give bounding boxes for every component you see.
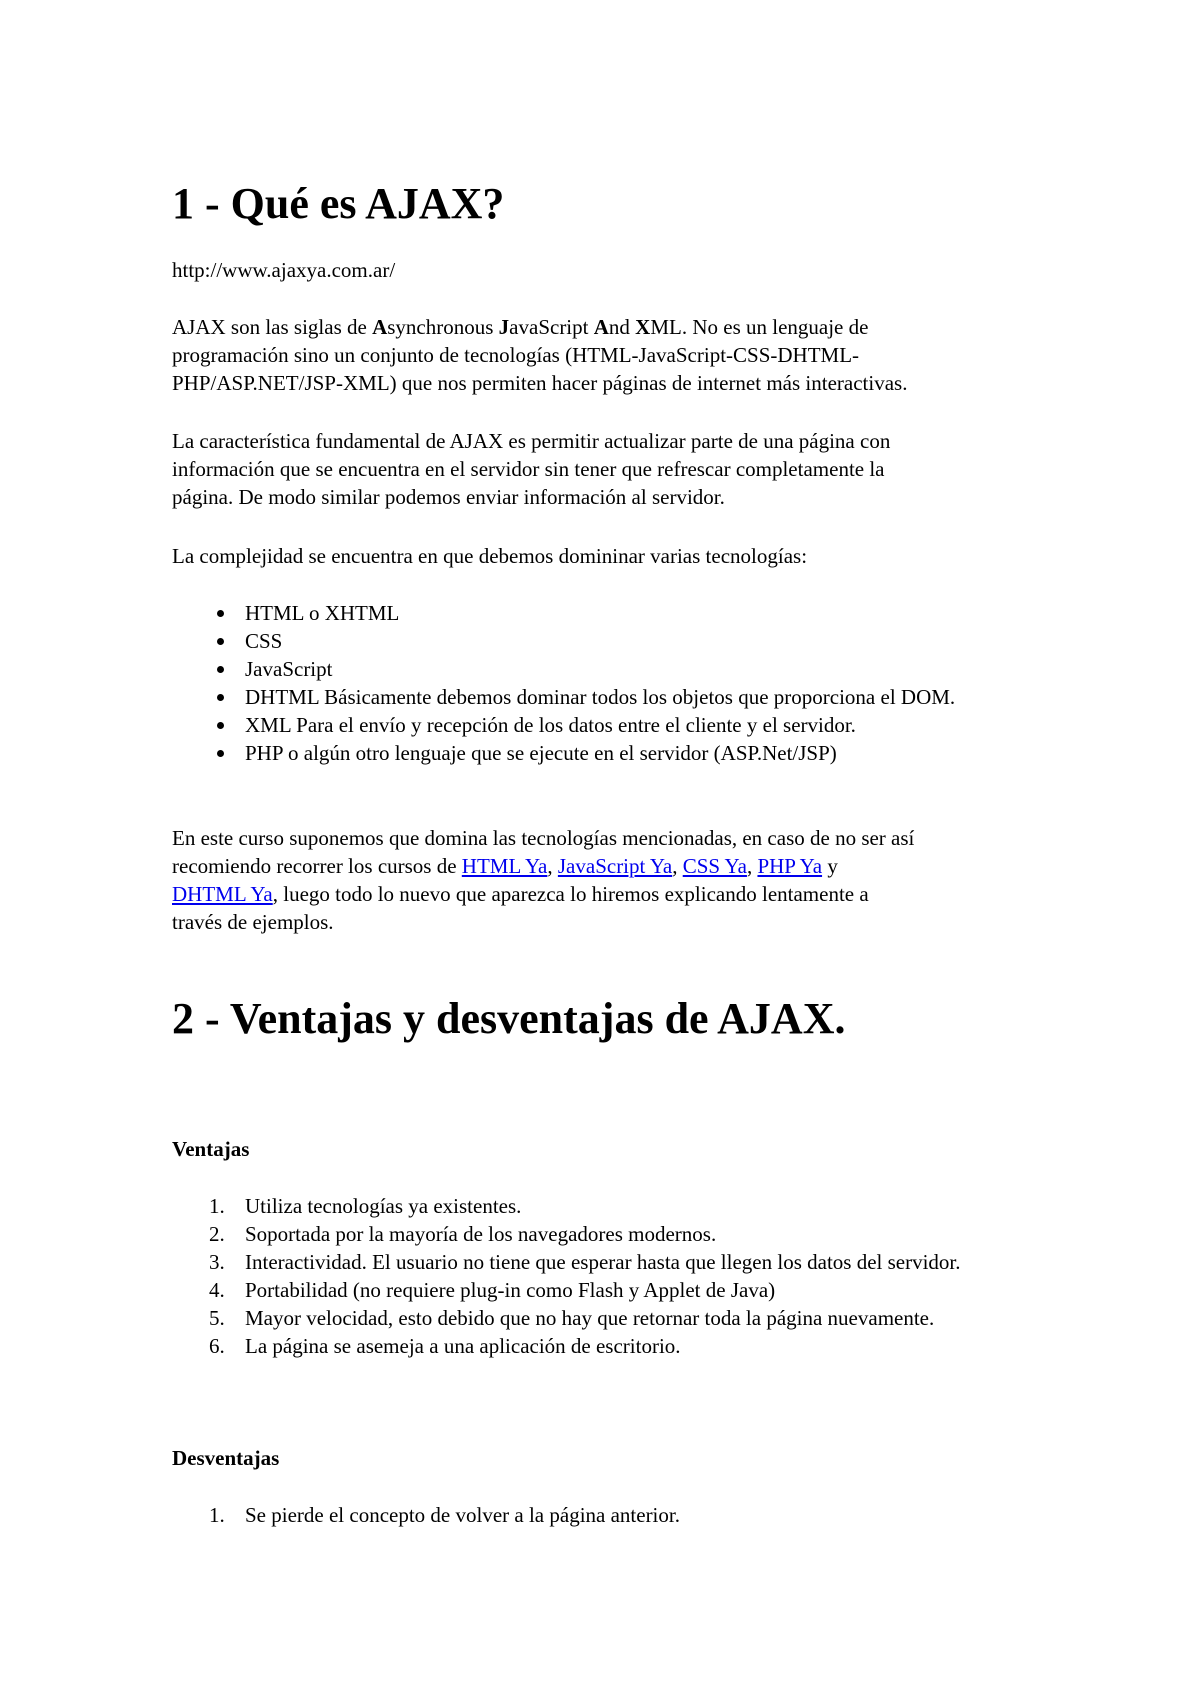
source-url: http://www.ajaxya.com.ar/ — [172, 258, 396, 282]
intro-text: AJAX son las siglas de — [172, 315, 373, 339]
desventajas-heading: Desventajas — [172, 1446, 280, 1470]
bullet-icon — [217, 694, 224, 701]
section-1-heading: 1 - Qué es AJAX? — [172, 179, 505, 228]
separator-text: , — [672, 854, 683, 878]
course-text: y — [822, 854, 838, 878]
course-text: recomiendo recorrer los cursos de — [172, 854, 462, 878]
list-item-text: Utiliza tecnologías ya existentes. — [245, 1194, 522, 1218]
intro-text: nd — [608, 315, 636, 339]
list-number: 2. — [209, 1222, 225, 1246]
separator-text: , — [746, 854, 758, 878]
list-number: 5. — [209, 1306, 225, 1330]
bullet-icon — [217, 722, 224, 729]
list-item — [172, 1332, 1005, 1360]
intro-paragraph — [172, 313, 1072, 397]
course-text: , luego todo lo nuevo que aparezca lo hiremos explicando lentamente a — [272, 882, 869, 906]
course-line: En este curso suponemos que domina las tecnologías mencionadas, en caso de no ser así — [172, 826, 915, 850]
list-number: 4. — [209, 1278, 225, 1302]
bullet-icon — [217, 666, 224, 673]
desventajas-list — [172, 1501, 1072, 1529]
course-line — [172, 880, 1072, 908]
list-item — [172, 655, 1005, 683]
feature-paragraph — [172, 427, 1072, 511]
list-item — [172, 739, 1005, 767]
feature-line: La característica fundamental de AJAX es permitir actualizar parte de una página con — [172, 429, 891, 453]
list-item — [172, 711, 1005, 739]
bullet-icon — [217, 750, 224, 757]
feature-line: página. De modo similar podemos enviar información al servidor. — [172, 485, 725, 509]
feature-line: información que se encuentra en el servidor sin tener que refrescar completamente la — [172, 457, 885, 481]
ventajas-heading: Ventajas — [172, 1137, 250, 1161]
intro-line: programación sino un conjunto de tecnologías (HTML-JavaScript-CSS-DHTML- — [172, 343, 860, 367]
link-javascript-ya[interactable]: JavaScript Ya — [557, 854, 673, 878]
list-item-text: HTML o XHTML — [245, 601, 400, 625]
list-item-text: JavaScript — [245, 657, 333, 681]
list-item — [172, 1304, 1005, 1332]
course-line — [172, 852, 1072, 880]
acronym-letter: X — [635, 315, 651, 339]
list-number: 6. — [209, 1334, 225, 1358]
complexity-paragraph: La complejidad se encuentra en que debemos domininar varias tecnologías: — [172, 544, 808, 568]
link-php-ya[interactable]: PHP Ya — [757, 854, 823, 878]
list-item — [172, 1501, 1005, 1529]
course-paragraph — [172, 824, 1072, 936]
intro-text: synchronous — [387, 315, 499, 339]
bullet-icon — [217, 638, 224, 645]
link-css-ya[interactable]: CSS Ya — [682, 854, 747, 878]
list-number: 1. — [209, 1503, 225, 1527]
list-item — [172, 1248, 1005, 1276]
list-item — [172, 1276, 1005, 1304]
course-line: través de ejemplos. — [172, 910, 334, 934]
technologies-list — [172, 599, 1072, 767]
list-item — [172, 627, 1005, 655]
list-number: 1. — [209, 1194, 225, 1218]
list-item-text: Portabilidad (no requiere plug-in como Flash y Applet de Java) — [245, 1278, 776, 1302]
acronym-letter: A — [593, 315, 609, 339]
list-item-text: CSS — [245, 629, 283, 653]
ventajas-list — [172, 1192, 1072, 1360]
intro-text: ML. No es un lenguaje de — [650, 315, 869, 339]
list-item — [172, 599, 1005, 627]
list-item-text: XML Para el envío y recepción de los datos entre el cliente y el servidor. — [245, 713, 856, 737]
list-item-text: La página se asemeja a una aplicación de escritorio. — [245, 1334, 681, 1358]
link-dhtml-ya[interactable]: DHTML Ya — [172, 882, 273, 906]
list-item-text: Mayor velocidad, esto debido que no hay que retornar toda la página nuevamente. — [245, 1306, 935, 1330]
list-item-text: Soportada por la mayoría de los navegadores modernos. — [245, 1222, 717, 1246]
list-item — [172, 683, 1005, 711]
list-item — [172, 1192, 1005, 1220]
acronym-letter: A — [372, 315, 388, 339]
separator-text: , — [547, 854, 558, 878]
link-html-ya[interactable]: HTML Ya — [461, 854, 548, 878]
acronym-letter: J — [498, 315, 510, 339]
intro-line: PHP/ASP.NET/JSP-XML) que nos permiten hacer páginas de internet más interactivas. — [172, 371, 908, 395]
intro-text: avaScript — [509, 315, 594, 339]
list-item-text: PHP o algún otro lenguaje que se ejecute en el servidor (ASP.Net/JSP) — [245, 741, 837, 765]
list-item — [172, 1220, 1005, 1248]
list-item-text: Se pierde el concepto de volver a la página anterior. — [245, 1503, 680, 1527]
list-number: 3. — [209, 1250, 225, 1274]
bullet-icon — [217, 610, 224, 617]
list-item-text: Interactividad. El usuario no tiene que esperar hasta que llegen los datos del servidor. — [245, 1250, 961, 1274]
section-2-heading: 2 - Ventajas y desventajas de AJAX. — [172, 994, 846, 1043]
list-item-text: DHTML Básicamente debemos dominar todos los objetos que proporciona el DOM. — [245, 685, 956, 709]
